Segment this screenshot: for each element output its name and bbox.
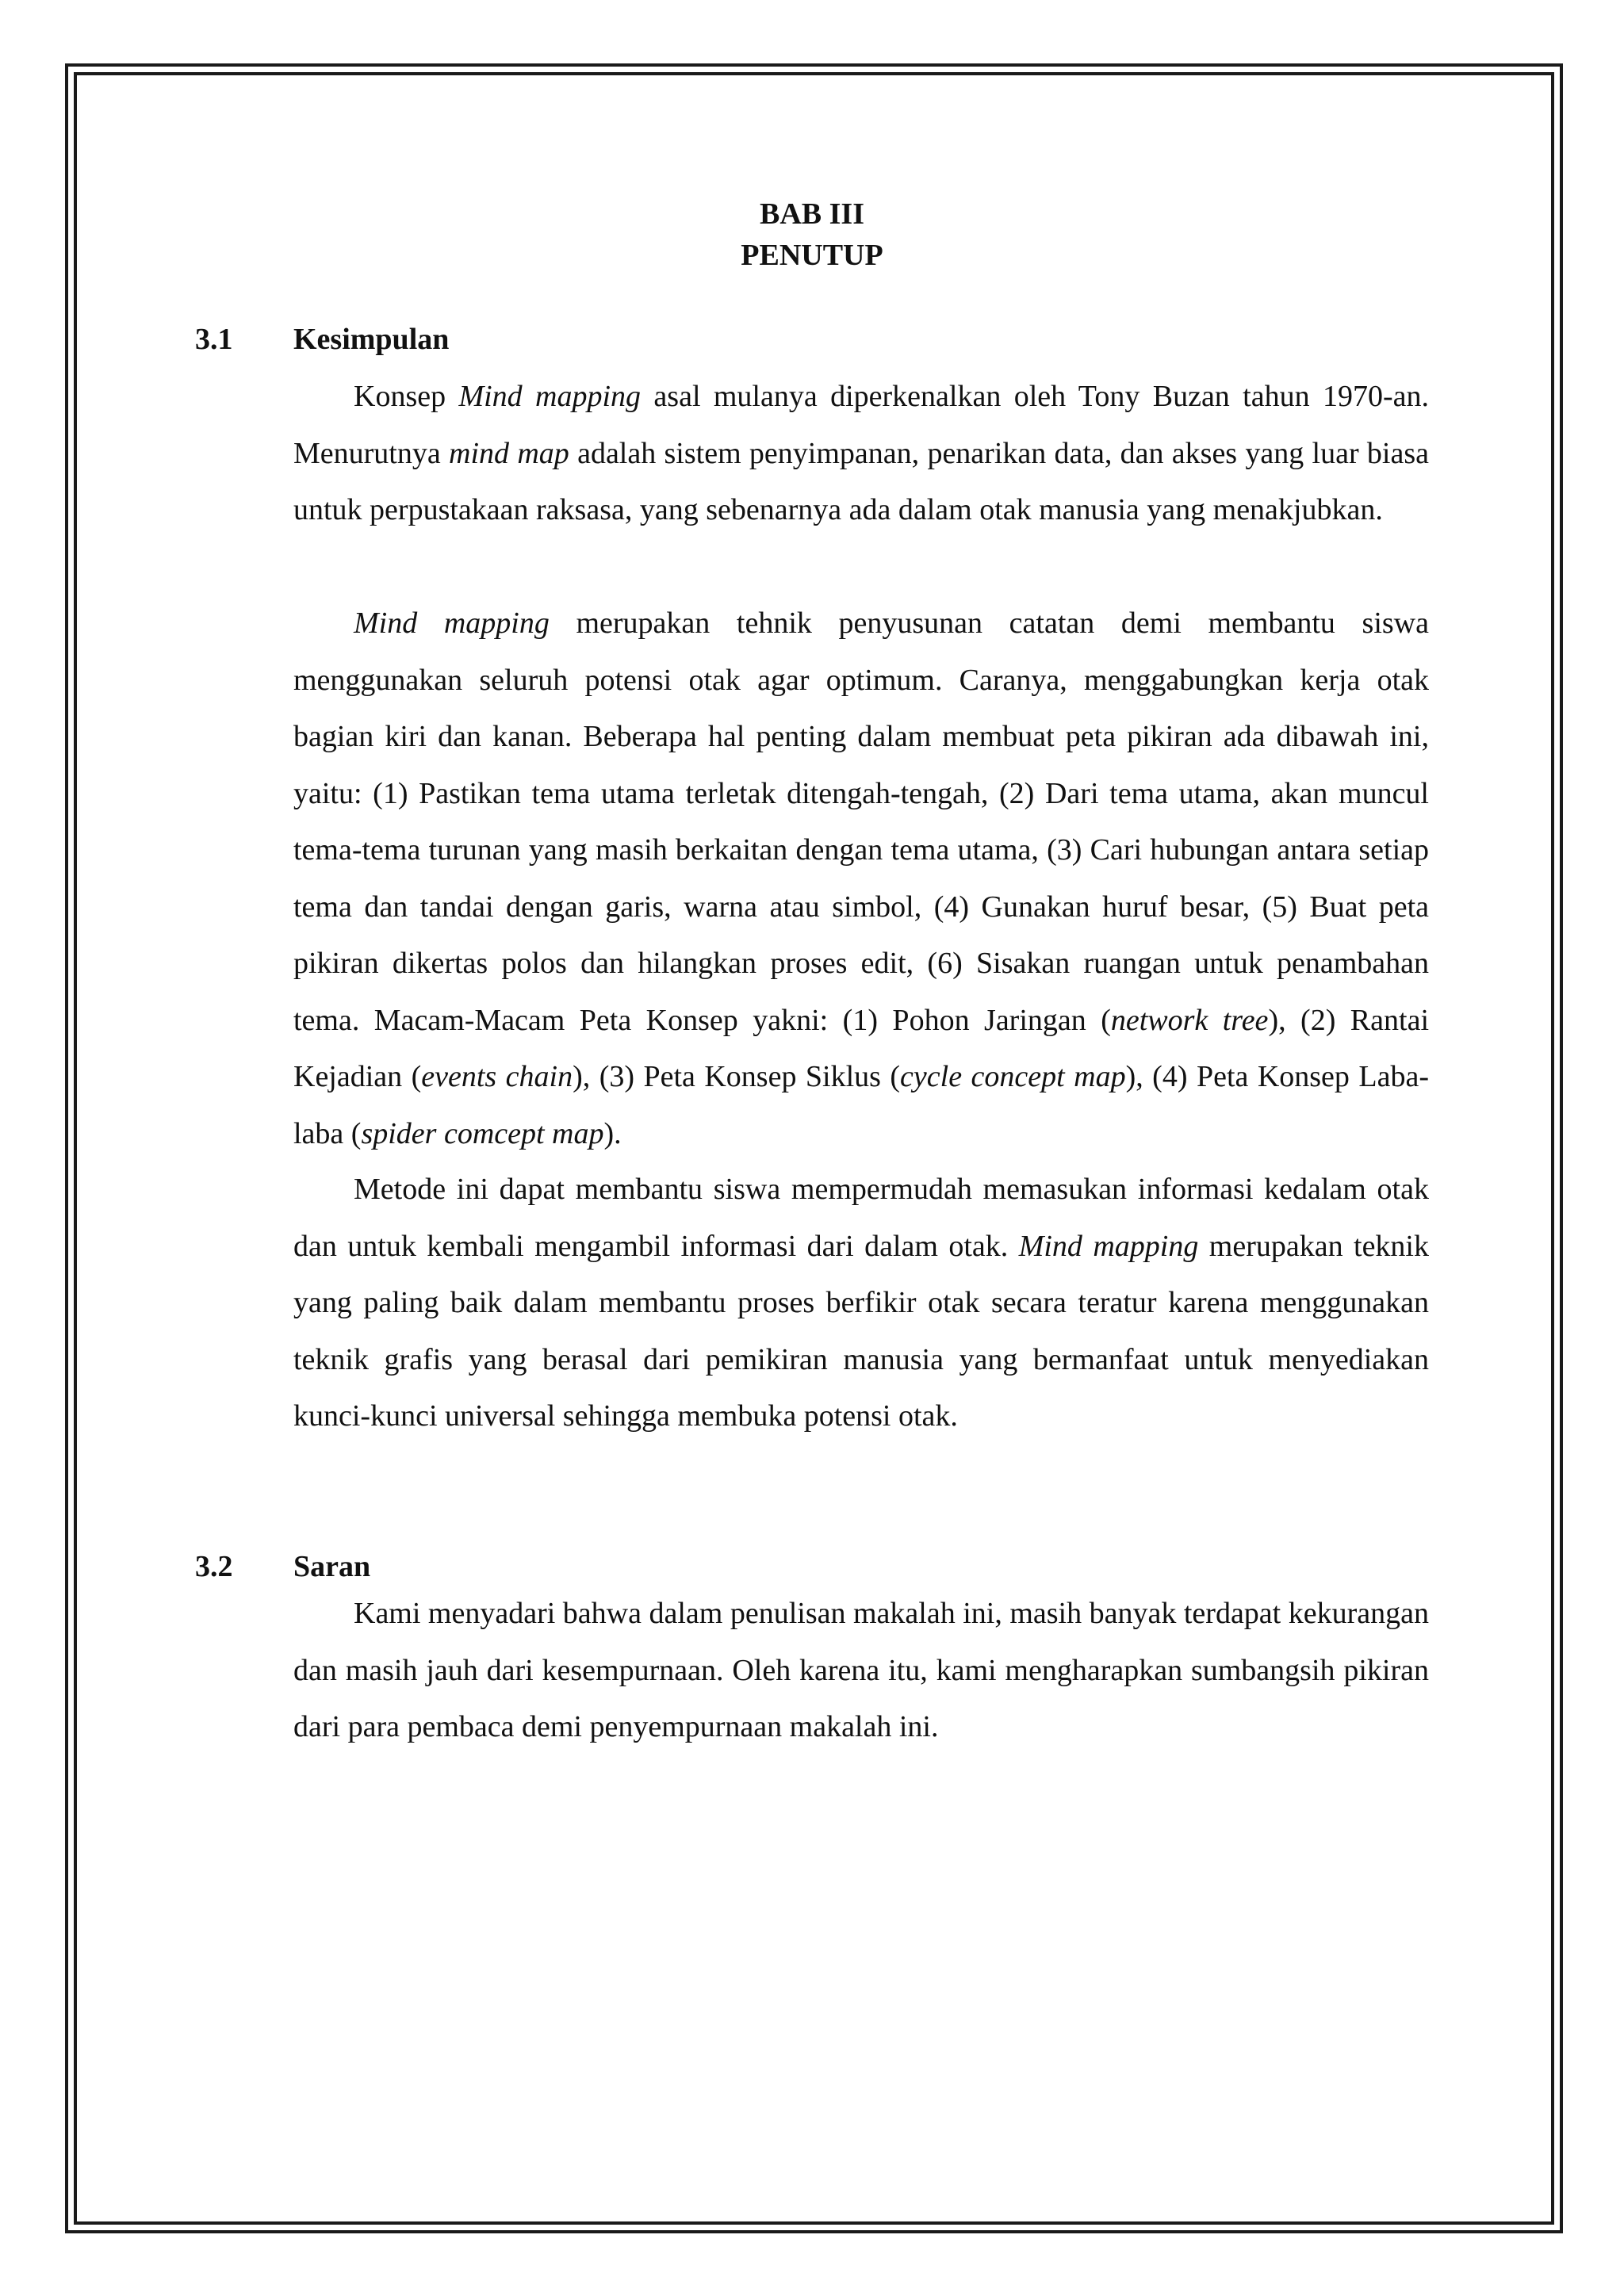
italic-term: spider comcept map bbox=[361, 1116, 604, 1150]
paragraph-text: merupakan tehnik penyusunan catatan demi membantu siswa menggunakan seluruh potensi otak agar optimum. Caranya, menggabungkan kerja otak bagian kiri dan kanan. Beberapa hal penting dalam membuat peta pikiran ada dibawah ini, yaitu: (1) Pastikan tema utama terletak ditengah-tengah, (2) Dari tema utama, akan muncul tema-tema turunan yang masih berkaitan dengan tema utama, (3) Cari hubungan antara setiap tema dan tandai dengan garis, warna atau simbol, (4) Gunakan huruf besar, (5) Buat peta pikiran dikertas polos dan hilangkan proses edit, (6) Sisakan ruangan untuk penambahan tema. Macam-Macam Peta Konsep yakni: (1) Pohon Jaringan ( bbox=[293, 607, 1429, 1037]
chapter-label: BAB III bbox=[760, 197, 864, 231]
paragraph-text: adalah sistem penyimpanan, penarikan data, dan akses yang luar biasa untuk perpustakaan raksasa, yang sebenarnya ada dalam otak manusia yang menakjubkan. bbox=[293, 436, 1429, 526]
paragraph-text: merupakan teknik yang paling baik dalam membantu proses berfikir otak secara teratur karena menggunakan teknik grafis yang berasal dari pemikiran manusia yang bermanfaat untuk menyediakan kunci-kunci universal sehingga membuka potensi otak. bbox=[293, 1229, 1429, 1433]
paragraph-text: asal mulanya diperkenalkan oleh Tony Buzan tahun 1970-an. Menurutnya bbox=[293, 380, 1429, 470]
chapter-title: PENUTUP bbox=[741, 239, 883, 272]
section-title: Saran bbox=[293, 1550, 371, 1583]
paragraph-text: Metode ini dapat membantu siswa mempermudah memasukan informasi kedalam otak dan untuk kembali mengambil informasi dari dalam otak. bbox=[293, 1173, 1429, 1263]
paragraph bbox=[293, 369, 1429, 539]
paragraph-text: ), (4) Peta Konsep Laba-laba ( bbox=[293, 1060, 1429, 1150]
paragraph bbox=[293, 1586, 1429, 1756]
italic-term: events chain bbox=[421, 1060, 573, 1093]
paragraph bbox=[293, 595, 1429, 1162]
section-number: 3.1 bbox=[195, 323, 233, 356]
italic-term: Mind mapping bbox=[458, 380, 642, 413]
paragraph-text: Kami menyadari bahwa dalam penulisan makalah ini, masih banyak terdapat kekurangan dan masih jauh dari kesempurnaan. Oleh karena itu, kami mengharapkan sumbangsih pikiran dari para pembaca demi penyempurnaan makalah ini. bbox=[293, 1597, 1429, 1743]
paragraph-text: ), (3) Peta Konsep Siklus ( bbox=[573, 1060, 901, 1093]
italic-term: cycle concept map bbox=[900, 1060, 1126, 1093]
italic-term: mind map bbox=[449, 436, 569, 470]
paragraph bbox=[293, 1161, 1429, 1445]
italic-term: Mind mapping bbox=[354, 607, 550, 640]
paragraph-text: ), (2) Rantai Kejadian ( bbox=[293, 1003, 1430, 1093]
paragraph-text: ). bbox=[603, 1116, 622, 1150]
italic-term: network tree bbox=[1110, 1003, 1269, 1037]
section-number: 3.2 bbox=[195, 1550, 233, 1583]
italic-term: Mind mapping bbox=[1018, 1229, 1199, 1263]
paragraph-text: Konsep bbox=[354, 380, 459, 413]
section-title: Kesimpulan bbox=[293, 323, 450, 356]
